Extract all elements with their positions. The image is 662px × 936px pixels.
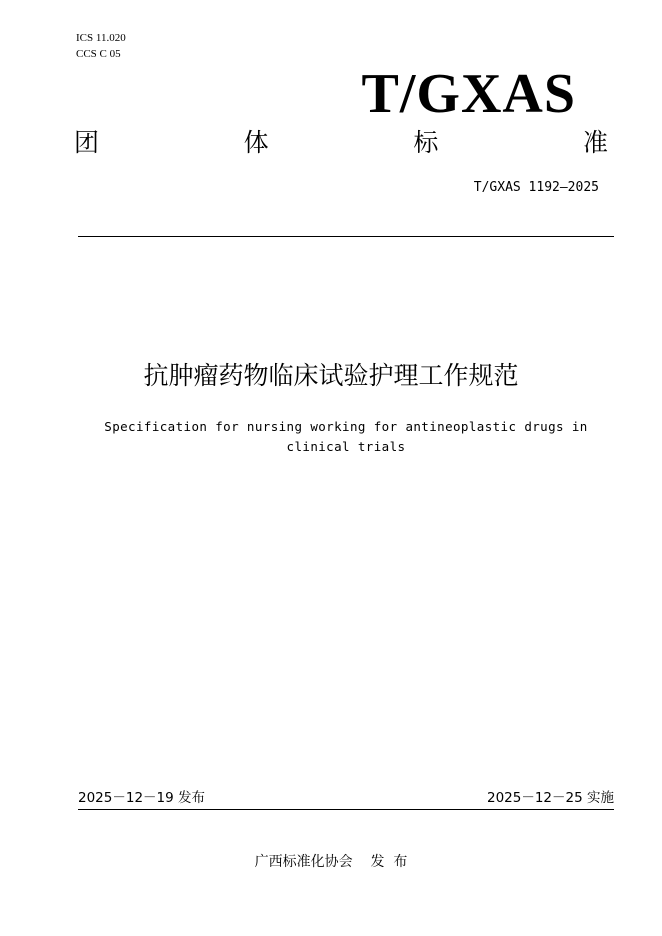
category-char-4: 准 bbox=[582, 128, 608, 157]
ics-code: ICS 11.020 bbox=[76, 32, 126, 44]
category-char-3: 标 bbox=[413, 128, 439, 157]
document-number: T/GXAS 1192—2025 bbox=[473, 180, 599, 195]
issuer: 广西标准化协会 发 布 bbox=[254, 854, 408, 870]
publish-date: 2025－12－19 发布 bbox=[78, 790, 206, 806]
standard-category bbox=[74, 128, 608, 158]
header-divider bbox=[78, 236, 614, 237]
footer-divider bbox=[78, 809, 614, 810]
title-english: Specification for nursing working for antineoplastic drugs in clinical trials bbox=[104, 419, 588, 454]
title-chinese: 抗肿瘤药物临床试验护理工作规范 bbox=[143, 361, 519, 390]
category-char-1: 团 bbox=[74, 128, 100, 157]
standard-logo: T/GXAS bbox=[361, 63, 576, 125]
ccs-code: CCS C 05 bbox=[76, 48, 121, 60]
category-char-2: 体 bbox=[243, 128, 269, 157]
implement-date: 2025－12－25 实施 bbox=[486, 790, 614, 806]
